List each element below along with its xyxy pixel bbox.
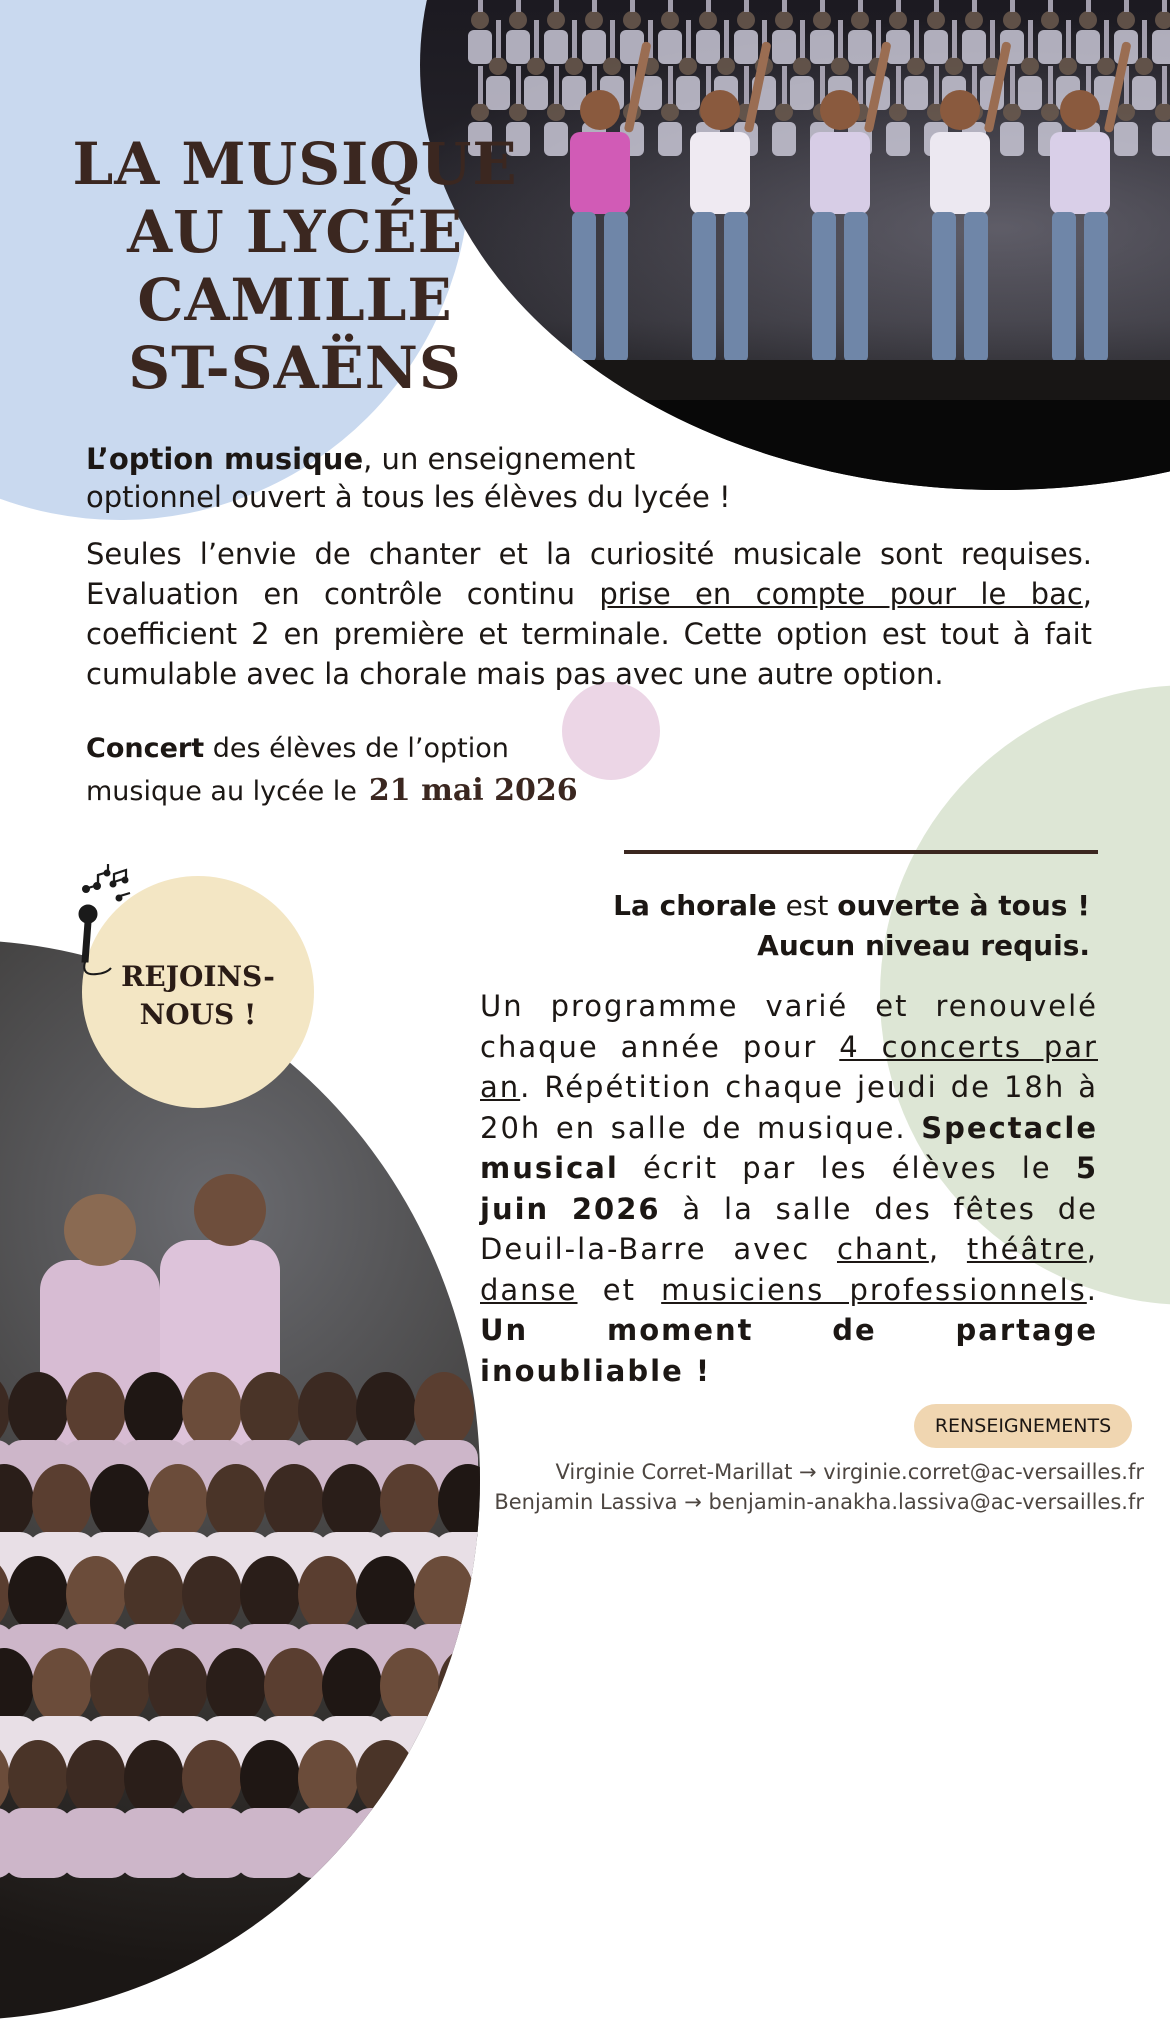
- chorale-heading: [470, 886, 1090, 966]
- chorale-text: écrit par les élèves le: [618, 1151, 1076, 1185]
- option-intro-line2: optionnel ouvert à tous les élèves du lycée !: [86, 480, 731, 514]
- chorale-text: . Répétition chaque jeudi de 18h à 20h en salle de musique.: [480, 1070, 1098, 1145]
- microphone-icon: [64, 858, 144, 978]
- option-body-a: Seules l’envie de chanter et la curiosité musicale sont requises. Evaluation en contrôle continu: [86, 537, 1092, 611]
- title-line: LA MUSIQUE: [72, 130, 518, 198]
- option-description: [86, 534, 1092, 694]
- chorale-underline: théâtre: [966, 1232, 1087, 1266]
- chorale-text: et: [577, 1272, 662, 1307]
- chorale-text: Un programme varié et renouvelé chaque année pour: [480, 989, 1098, 1064]
- chorale-level: Aucun niveau requis.: [757, 929, 1090, 962]
- chorale-bold-text: Spectacle musical: [480, 1110, 1098, 1185]
- chorale-bold-text: 5 juin 2026: [480, 1151, 1098, 1226]
- title-line: CAMILLE: [137, 266, 453, 334]
- chorale-open: ouverte à tous !: [837, 889, 1090, 922]
- option-intro-bold: L’option musique: [86, 442, 364, 476]
- chorale-mid: est: [776, 889, 838, 922]
- option-intro: [86, 440, 786, 516]
- audience-photo: [0, 940, 480, 2020]
- chorale-underline: danse: [480, 1272, 578, 1307]
- concert-rest: des élèves de l’option musique au lycée le: [86, 733, 509, 807]
- title-line: AU LYCÉE: [127, 198, 463, 266]
- info-pill: RENSEIGNEMENTS: [914, 1404, 1132, 1448]
- concert-date: 21 mai 2026: [368, 773, 578, 808]
- chorale-underline: chant: [836, 1232, 929, 1266]
- chorale-text: ,: [928, 1232, 967, 1266]
- chorale-bold: La chorale: [613, 889, 777, 922]
- chorale-text: .: [1086, 1272, 1098, 1307]
- concert-bold: Concert: [86, 733, 205, 764]
- option-body-b: , coefficient 2 en première et terminale. Cette option est tout à fait cumulable avec la chorale mais pas avec une autre option.: [86, 577, 1093, 691]
- chorale-description: [480, 986, 1098, 1391]
- chorale-underline: 4 concerts par an: [480, 1029, 1098, 1104]
- title-line: ST-SAËNS: [128, 334, 462, 402]
- bac-underline: prise en compte pour le bac: [599, 577, 1083, 611]
- chorale-text: ,: [1086, 1232, 1098, 1266]
- page-title: [40, 130, 550, 402]
- join-line: REJOINS-: [121, 960, 275, 993]
- chorale-underline: musiciens professionnels: [661, 1272, 1087, 1307]
- contact-line: Virginie Corret-Marillat → virginie.corret@ac-versailles.fr: [555, 1460, 1144, 1484]
- chorale-bold-text: Un moment de partage inoubliable !: [480, 1313, 1098, 1388]
- join-line: NOUS !: [139, 998, 257, 1031]
- contact-line: Benjamin Lassiva → benjamin-anakha.lassiva@ac-versailles.fr: [494, 1490, 1144, 1514]
- chorale-text: à la salle des fêtes de Deuil-la-Barre avec: [480, 1191, 1098, 1266]
- divider: [624, 850, 1098, 854]
- concert-info: [86, 728, 606, 813]
- option-intro-rest: , un enseignement: [363, 442, 636, 476]
